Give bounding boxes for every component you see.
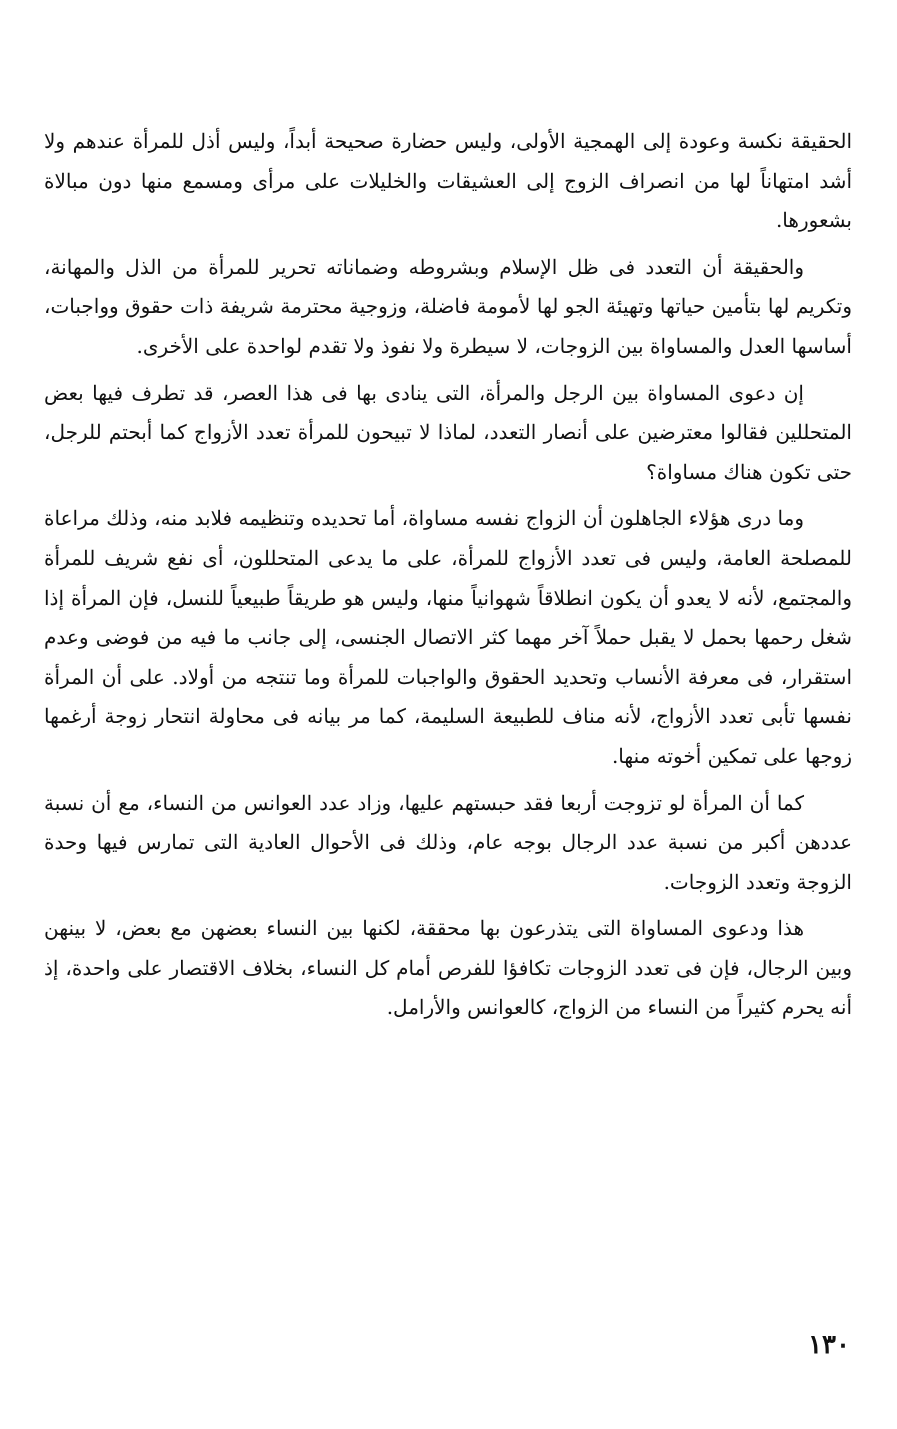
page-number: ١٣٠ [808, 1330, 850, 1360]
paragraph-3: إن دعوى المساواة بين الرجل والمرأة، التى ينادى بها فى هذا العصر، قد تطرف فيها بعض المتحللين فقالوا معترضين على أنصار التعدد، لماذا لا تبيحون للمرأة تعدد الأزواج كما أبحتم للرجل، حتى تكون هناك مساواة؟ [44, 380, 852, 484]
paragraph-6: هذا ودعوى المساواة التى يتذرعون بها محققة، لكنها بين النساء بعضهن مع بعض، لا بينهن وبين الرجال، فإن فى تعدد الزوجات تكافؤا للفرص أمام كل النساء، بخلاف الاقتصار على واحدة، إذ أنه يحرم كثيراً من النساء من الزواج، كالعوانس والأرامل. [44, 916, 852, 1020]
body-text [44, 122, 852, 1028]
paragraph-1: الحقيقة نكسة وعودة إلى الهمجية الأولى، وليس حضارة صحيحة أبداً، وليس أذل للمرأة عندهم ولا أشد امتهاناً لها من انصراف الزوج إلى العشيقات والخليلات على مرأى ومسمع منها دون مبالاة بشعورها. [44, 129, 852, 233]
paragraph-4: وما درى هؤلاء الجاهلون أن الزواج نفسه مساواة، أما تحديده وتنظيمه فلابد منه، وذلك مراعاة للمصلحة العامة، وليس فى تعدد الأزواج للمرأة، على ما يدعى المتحللون، أى نفع شريف للمرأة والمجتمع، لأنه لا يعدو أن يكون انطلاقاً شهوانياً منها، وليس هو طريقاً طبيعياً للنسل، فإن المرأة إذا شغل رحمها بحمل لا يقبل حملاً آخر مهما كثر الاتصال الجنسى، إلى جانب ما فيه من فوضى وعدم استقرار، فى معرفة الأنساب وتحديد الحقوق والواجبات للمرأة وما تنتجه من أولاد. على أن المرأة نفسها تأبى تعدد الأزواج، لأنه مناف للطبيعة السليمة، كما مر بيانه فى محاولة انتحار زوجة أرغمها زوجها على تمكين أخوته منها. [44, 506, 852, 768]
paragraph-5: كما أن المرأة لو تزوجت أربعا فقد حبستهم عليها، وزاد عدد العوانس من النساء، مع أن نسبة عددهن أكبر من نسبة عدد الرجال بوجه عام، وذلك فى الأحوال العادية التى تمارس فيها وحدة الزوجة وتعدد الزوجات. [44, 790, 852, 894]
paragraph-2: والحقيقة أن التعدد فى ظل الإسلام وبشروطه وضماناته تحرير للمرأة من الذل والمهانة، وتكريم لها بتأمين حياتها وتهيئة الجو لها لأمومة فاضلة، وزوجية محترمة شريفة ذات حقوق وواجبات، أساسها العدل والمساواة بين الزوجات، لا سيطرة ولا نفوذ ولا تقدم لواحدة على الأخرى. [44, 254, 852, 358]
